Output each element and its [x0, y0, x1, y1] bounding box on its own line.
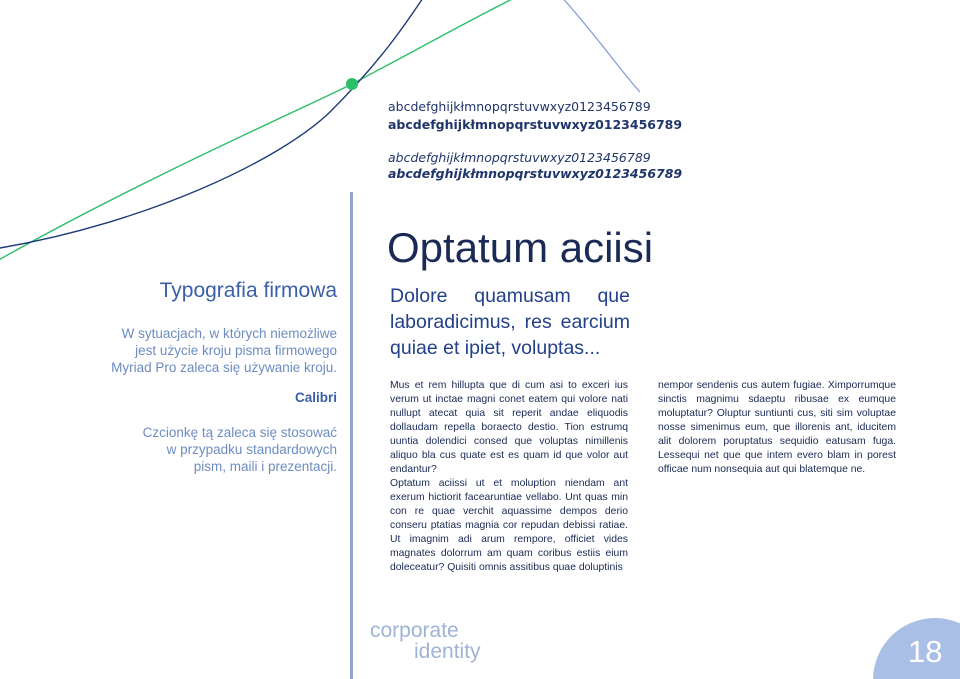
sidebar-paragraph-2: Czcionkę tą zaleca się stosować w przypadku standardowych pism, maili i prezentacji.	[142, 425, 337, 474]
green-dot	[346, 78, 358, 90]
glyph-sample-italic: abcdefghijkłmnopqrstuvwxyz0123456789	[388, 150, 651, 165]
lead-paragraph: Dolore quamusam que laboradicimus, res earcium quiae et ipiet, voluptas...	[390, 285, 630, 359]
glyph-sample-bold-italic: abcdefghijkłmnopqrstuvwxyz0123456789	[388, 166, 683, 181]
glyph-sample-bold: abcdefghijkłmnopqrstuvwxyz0123456789	[388, 117, 683, 132]
body-column-1	[390, 379, 628, 575]
body-column-2	[658, 379, 896, 477]
page-title: Optatum aciisi	[387, 224, 654, 271]
body-paragraph: nempor sendenis cus autem fugiae. Ximporrumque sinctis magnimu sdaeptu ribusae ex eumque moluptatur? Oluptur suntiunti cus, siti sim voluptae nosse simenimus eum, que illorenis ant, iducitem alit dolorem poruptatus sequidio eatusam fuga. Lessequi net que que intem evero blam in porest officae num nonsequia aut qui blatemque ne.	[658, 380, 896, 475]
body-paragraph: Mus et rem hillupta que di cum asi to exceri ius verum ut inctae magni conet eatem qui volore nati nullupt atecat quia sit reperit andae eliquodis dollaudam repella boraecto destio. Tion estrumq uuntia dolendici consed que voluptas nimillenis aliquo bla cus quate est es quam id que volor aut endantur?	[390, 380, 628, 475]
sidebar-font-name: Calibri	[294, 390, 337, 405]
navy-curve	[0, 0, 425, 248]
brand-line-identity: identity	[414, 640, 481, 663]
glyph-sample-regular: abcdefghijkłmnopqrstuvwxyz0123456789	[388, 99, 651, 114]
vertical-divider	[350, 192, 353, 679]
light-blue-curve	[560, 0, 640, 92]
page-number: 18	[908, 634, 943, 669]
sidebar-paragraph-1: W sytuacjach, w których niemożliwe jest użycie kroju pisma firmowego Myriad Pro zaleca się używanie kroju.	[111, 326, 337, 375]
brand-line-corporate: corporate	[370, 619, 459, 642]
sidebar-title: Typografia firmowa	[159, 279, 337, 302]
body-paragraph: Optatum aciissi ut et moluption niendam ant exerum hictiorit facearuntiae vellabo. Unt quas min con re quae verchit aquassime dempos derio conseru ptatias magnia cor repudan debissi ratiae. Ut imagnim adi arum rempore, officiet vides magnates dolorrum am quam coribus estiis eium doleceatur? Quisiti omnis assitibus quae doluptinis	[390, 478, 628, 573]
